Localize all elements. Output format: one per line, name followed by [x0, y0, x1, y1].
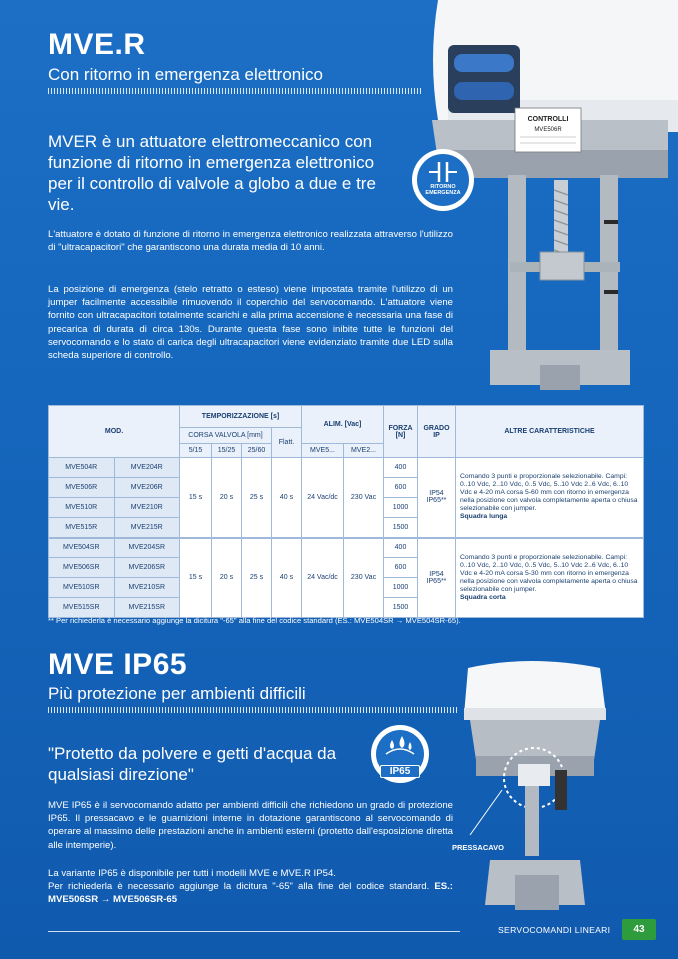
section1-subtitle: Con ritorno in emergenza elettronico: [48, 65, 323, 84]
pressacavo-label: PRESSACAVO: [452, 843, 504, 852]
section2-paragraph-1: MVE IP65 è il servocomando adatto per ambienti difficili che richiedono un grado di protezione IP65. Il pressacavo e le guarnizioni interne in dotazione garantiscono al servocomando di operare al massimo delle prestazioni anche in ambienti esterni (protetto dall'esposizione diretta alle intemperie).: [48, 800, 453, 851]
section1-title: MVE.R: [48, 28, 146, 61]
footer-divider: [48, 931, 460, 932]
col-mod: MOD.: [49, 406, 180, 458]
capacitor-icon: [417, 154, 469, 206]
table-row: MVE510SR MVE210SR 1000: [49, 578, 644, 598]
table-row: MVE515R MVE215R 1500: [49, 518, 644, 538]
col-25-60: 25/60: [242, 444, 272, 458]
col-altre: ALTRE CARATTERISTICHE: [456, 406, 644, 458]
models-table: [48, 405, 644, 618]
section1-divider: [48, 88, 423, 94]
col-5-15: 5/15: [180, 444, 212, 458]
footer-section-name: SERVOCOMANDI LINEARI: [498, 925, 611, 935]
ip65-badge-label: IP65: [380, 765, 420, 778]
table-row: MVE504SR MVE204SR 15 s 20 s 25 s 40 s 24 Vac/dc 230 Vac 400 IP54 IP65** Comando 3 punti e proporzionale selezionabile. Campi: 0..10 Vdc, 2..10 Vdc, 0..5 Vdc, 5..10 Vdc 2..6 Vdc, 6..10 Vdc e 4-20 mA corsa 5-30 mm con ritorno in emergenza nella posizione con valvola completamente aperta o chiusa selezionabile con jumper. Squadra corta: [49, 538, 644, 558]
table-row: MVE515SR MVE215SR 1500: [49, 598, 644, 618]
ritorno-emergenza-label: RITORNO EMERGENZA: [425, 184, 461, 196]
col-grado-ip: GRADO IP: [418, 406, 456, 458]
table-footnote: ** Per richiederla è necessario aggiunge la dicitura "-65" alla fine del codice standard (ES.: MVE504SR → MVE504SR-65).: [48, 616, 461, 625]
section2-title: MVE IP65: [48, 648, 188, 681]
col-alim: ALIM. [Vac]: [302, 406, 384, 444]
col-mve5: MVE5...: [302, 444, 344, 458]
col-forza: FORZA [N]: [384, 406, 418, 458]
table-row: MVE506R MVE206R 600: [49, 478, 644, 498]
section2-paragraph-2: La variante IP65 è disponibile per tutti i modelli MVE e MVE.R IP54.: [48, 868, 336, 879]
col-temporizzazione: TEMPORIZZAZIONE [s]: [180, 406, 302, 428]
table-row: MVE506SR MVE206SR 600: [49, 558, 644, 578]
table-row: MVE510R MVE210R 1000: [49, 498, 644, 518]
col-corsa: CORSA VALVOLA [mm]: [180, 428, 272, 444]
section1-paragraph-2: La posizione di emergenza (stelo retratto o esteso) viene impostata tramite l'utilizzo di un jumper facilmente accessibile rimuovendo il coperchio del servocomando. L'attuatore viene fornito con ultracapacitori totalmente scarichi e alla prima accensione è necessaria una fase di precarica di durata di circa 130s. Durante questa fase sono inibite tutte le funzioni del servocomando e lo stato di carica degli ultracapacitori viene evidenziato tramite due LED sulla scheda superiore di controllo.: [48, 284, 453, 362]
ritorno-emergenza-badge: [414, 151, 472, 209]
section2-subtitle: Più protezione per ambienti difficili: [48, 684, 306, 703]
device-brand-label: CONTROLLI: [527, 116, 569, 123]
device-model-label: MVE506R: [534, 127, 562, 133]
section2-divider: [48, 707, 458, 713]
col-mve2: MVE2...: [344, 444, 384, 458]
table-row: MVE504R MVE204R 15 s 20 s 25 s 40 s 24 Vac/dc 230 Vac 400 IP54 IP65** Comando 3 punti e proporzionale selezionabile. Campi: 0..10 Vdc, 2..10 Vdc, 0..5 Vdc, 5..10 Vdc 2..6 Vdc, 6..10 Vdc e 4-20 mA corsa 5-60 mm con ritorno in emergenza nella posizione con valvola completamente aperta o chiusa selezionabile con jumper. Squadra lunga: [49, 458, 644, 478]
code-example: ES.: MVE506SR → MVE506SR-65: [48, 881, 453, 906]
section1-lead: MVER è un attuatore elettromeccanico con funzione di ritorno in emergenza elettronico per il controllo di valvole a globo a due e tre vie.: [48, 132, 376, 214]
col-15-25: 15/25: [212, 444, 242, 458]
section2-paragraph-3: Per richiederla è necessario aggiunge la dicitura "-65" alla fine del codice standard. ES.: MVE506SR → MVE506SR-65: [48, 881, 453, 906]
section1-paragraph-1: L'attuatore è dotato di funzione di ritorno in emergenza elettronico realizzata attraverso l'utilizzo di "ultracapacitori" che garantiscono una durata media di 10 anni.: [48, 229, 453, 254]
col-flatt: Flatt.: [272, 428, 302, 458]
actuator-ip65-image: [430, 660, 640, 920]
section2-quote: "Protetto da polvere e getti d'acqua da qualsiasi direzione": [48, 744, 337, 784]
page-number: 43: [622, 919, 656, 940]
